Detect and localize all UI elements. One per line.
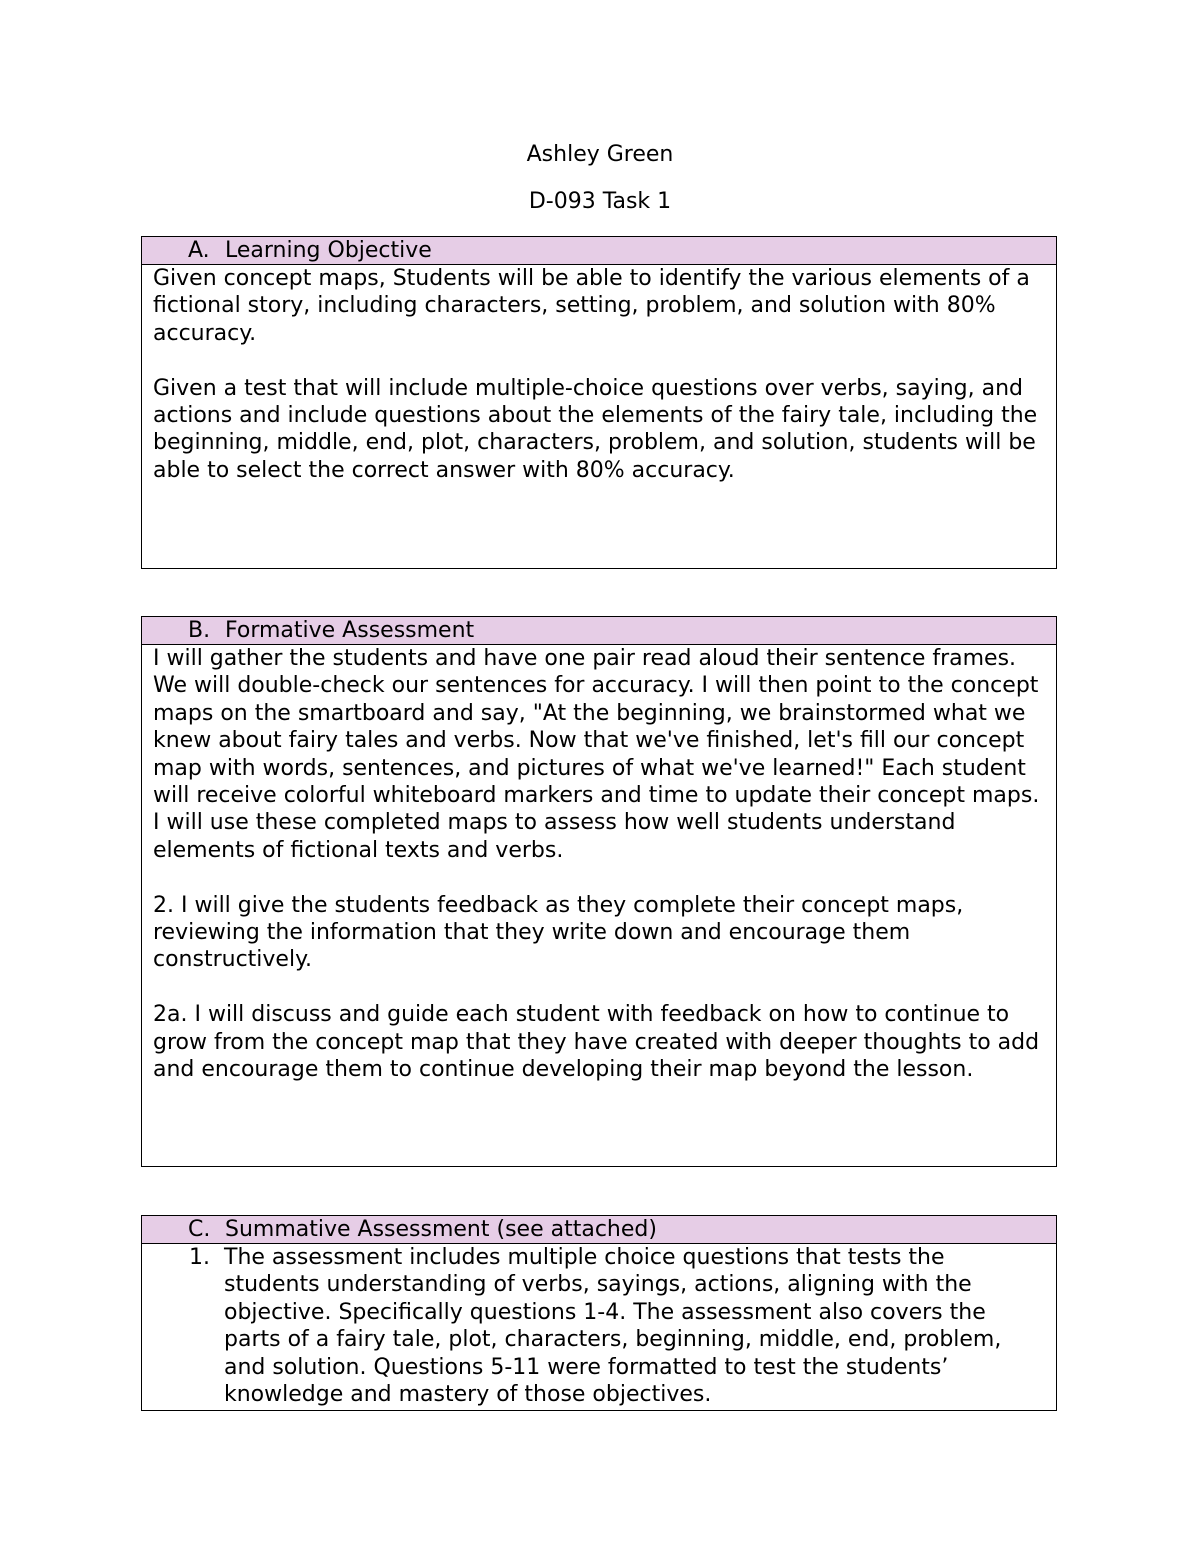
- summative-assessment-body: [142, 1244, 1056, 1408]
- section-title: Summative Assessment (see attached): [225, 1217, 657, 1242]
- list-item-number: 1.: [189, 1245, 210, 1270]
- learning-objective-body: [142, 265, 1056, 484]
- formative-assessment-header: [142, 617, 1056, 645]
- learning-objective-section: [141, 236, 1057, 569]
- paragraph: I will gather the students and have one pair read aloud their sentence frames. We will double-check our sentences for accuracy. I will then point to the concept maps on the smartboard and say, "At the beginning, we brainstormed what we knew about fairy tales and verbs. Now that we've finished, let's fill our concept map with words, sentences, and pictures of what we've learned!" Each student will receive colorful whiteboard markers and time to update their concept maps. I will use these completed maps to assess how well students understand elements of fictional texts and verbs.: [153, 646, 1040, 863]
- paragraph: Given a test that will include multiple-choice questions over verbs, saying, and actions and include questions about the elements of the fairy tale, including the beginning, middle, end, plot, characters, problem, and solution, students will be able to select the correct answer with 80% accuracy.: [153, 375, 1038, 483]
- paragraph: 2. I will give the students feedback as they complete their concept maps, reviewing the information that they write down and encourage them constructively.: [153, 892, 964, 973]
- summative-assessment-header: [142, 1216, 1056, 1244]
- section-letter: C.: [188, 1217, 211, 1242]
- task-title: D-093 Task 1: [528, 189, 672, 214]
- list-item-text: The assessment includes multiple choice questions that tests the students understanding of verbs, sayings, actions, aligning with the objective. Specifically questions 1-4. The assessment also covers the parts of a fairy tale, plot, characters, beginning, middle, end, problem, and solution. Questions 5-11 were formatted to test the students’ knowledge and mastery of those objectives.: [224, 1245, 1002, 1408]
- learning-objective-header: [142, 237, 1056, 265]
- section-title: Formative Assessment: [225, 618, 475, 643]
- section-letter: B.: [188, 618, 211, 643]
- summative-assessment-section: [141, 1215, 1057, 1411]
- formative-assessment-section: [141, 616, 1057, 1167]
- section-letter: A.: [188, 238, 210, 263]
- author-name: Ashley Green: [526, 142, 674, 167]
- section-title: Learning Objective: [225, 238, 432, 263]
- list-item: [153, 1244, 1046, 1408]
- paragraph: 2a. I will discuss and guide each student with feedback on how to continue to grow from the concept map that they have created with deeper thoughts to add and encourage them to continue developing their map beyond the lesson.: [153, 1002, 1040, 1083]
- paragraph: Given concept maps, Students will be able to identify the various elements of a fictional story, including characters, setting, problem, and solution with 80% accuracy.: [153, 266, 1030, 346]
- formative-assessment-body: [142, 645, 1056, 1083]
